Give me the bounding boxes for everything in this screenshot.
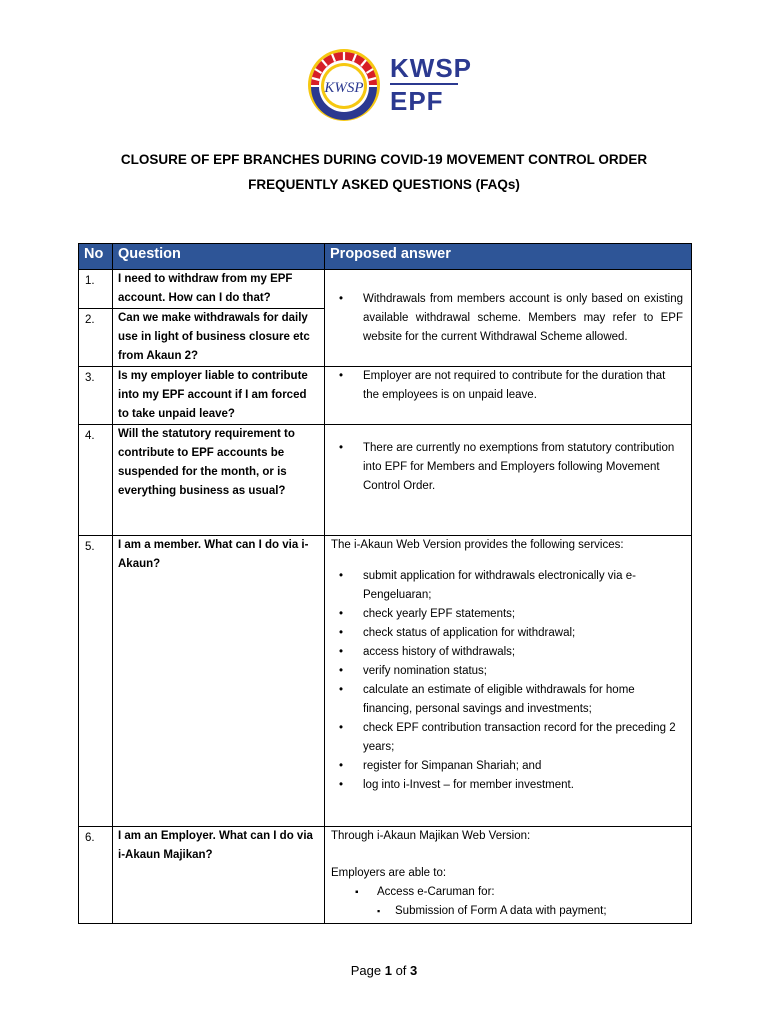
page-number: Page 1 of 3	[350, 963, 418, 978]
list-item: • Employer are not required to contribute for the duration that the employees is on unpaid leave.	[337, 367, 683, 405]
row-number: 3.	[79, 367, 113, 425]
question-cell: Can we make withdrawals for daily use in light of business closure etc from Akaun 2?	[113, 309, 325, 367]
answer-cell	[325, 425, 692, 536]
list-item: • There are currently no exemptions from statutory contribution into EPF for Members and Employers following Movement Control Order.	[337, 439, 683, 496]
row-number: 5.	[79, 536, 113, 827]
answer-cell	[325, 827, 692, 924]
logo-kwsp-text: KWSP	[390, 53, 472, 83]
table-row	[79, 827, 692, 924]
answer-cell	[325, 367, 692, 425]
list-item: • access history of withdrawals;	[337, 643, 683, 662]
question-cell: Will the statutory requirement to contribute to EPF accounts be suspended for the month, or is everything business as usual?	[113, 425, 325, 536]
header-question: Question	[113, 244, 325, 270]
question-cell: I am a member. What can I do via i-Akaun?	[113, 536, 325, 827]
logo-divider	[390, 83, 458, 85]
answer-intro: The i-Akaun Web Version provides the following services:	[331, 539, 624, 551]
list-item: • check EPF contribution transaction record for the preceding 2 years;	[337, 719, 683, 757]
list-item: • register for Simpanan Shariah; and	[337, 757, 683, 776]
svg-text:KWSP: KWSP	[324, 80, 364, 96]
kwsp-seal-icon	[306, 47, 386, 123]
header-no: No	[79, 244, 113, 270]
table-header-row	[79, 244, 692, 270]
table-row	[79, 425, 692, 536]
table-row	[79, 367, 692, 425]
list-item: • verify nomination status;	[337, 662, 683, 681]
list-item: • calculate an estimate of eligible withdrawals for home financing, personal savings and investments;	[337, 681, 683, 719]
list-item: • check yearly EPF statements;	[337, 605, 683, 624]
row-number: 6.	[79, 827, 113, 924]
document-subtitle: FREQUENTLY ASKED QUESTIONS (FAQs)	[248, 177, 520, 192]
question-cell: Is my employer liable to contribute into my EPF account if I am forced to take unpaid leave?	[113, 367, 325, 425]
list-item: • log into i-Invest – for member investment.	[337, 776, 683, 795]
answer-cell	[325, 536, 692, 827]
table-row	[79, 270, 692, 309]
list-item: • check status of application for withdrawal;	[337, 624, 683, 643]
document-title: CLOSURE OF EPF BRANCHES DURING COVID-19 MOVEMENT CONTROL ORDER	[120, 152, 648, 167]
row-number: 4.	[79, 425, 113, 536]
row-number: 1.	[79, 270, 113, 309]
faq-table	[78, 243, 692, 924]
question-cell: I am an Employer. What can I do via i-Akaun Majikan?	[113, 827, 325, 924]
list-item: ▪ Submission of Form A data with payment;	[331, 902, 683, 921]
answer-cell	[325, 270, 692, 367]
list-item: • submit application for withdrawals electronically via e-Pengeluaran;	[337, 567, 683, 605]
kwsp-epf-logo	[306, 47, 472, 123]
table-row	[79, 536, 692, 827]
answer-intro: Through i-Akaun Majikan Web Version:	[331, 830, 531, 842]
header-answer: Proposed answer	[325, 244, 692, 270]
answer-sub: Employers are able to:	[331, 867, 447, 879]
logo-epf-text: EPF	[390, 86, 444, 116]
list-item: ▪ Access e-Caruman for:	[331, 883, 683, 902]
list-item: • Withdrawals from members account is only based on existing available withdrawal scheme. Members may refer to EPF website for the current Withdrawal Scheme allowed.	[337, 290, 683, 347]
row-number: 2.	[79, 309, 113, 367]
question-cell: I need to withdraw from my EPF account. How can I do that?	[113, 270, 325, 309]
